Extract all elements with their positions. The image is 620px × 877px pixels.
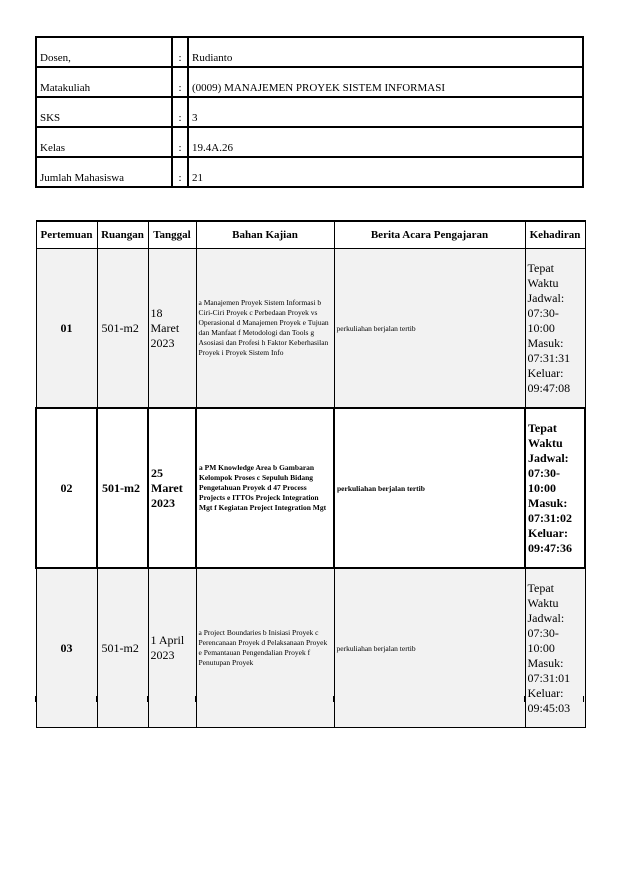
meeting-number: 03 [36, 568, 97, 728]
date: 1 April 2023 [148, 568, 196, 728]
info-value: Rudianto [188, 37, 583, 67]
attendance-line: Masuk: [527, 656, 564, 670]
attendance-line: Masuk: [527, 336, 564, 350]
info-value: 19.4A.26 [188, 127, 583, 157]
continuation-line [583, 696, 584, 702]
info-label: Matakuliah [36, 67, 172, 97]
attendance-line: Keluar: [528, 526, 568, 540]
info-colon: : [172, 97, 188, 127]
attendance-line: Jadwal: [527, 291, 565, 305]
attendance-line: 07:31:02 [528, 511, 572, 525]
attendance-line: Waktu [528, 436, 563, 450]
continuation-line [333, 696, 334, 702]
info-label: Dosen, [36, 37, 172, 67]
course-info-table [35, 36, 584, 188]
attendance-line: Waktu [527, 276, 559, 290]
table-row [36, 568, 585, 728]
topic: a Manajemen Proyek Sistem Informasi b Ciri-Ciri Proyek c Perbedaan Proyek vs Operasional d Manajemen Proyek e Tujuan dan Manfaat f Metodologi dan Tools g Asosiasi dan Profesi h Faktor Keberhasilan Proyek i Proyek Sistem Info [196, 249, 334, 409]
table-continuation [35, 696, 584, 702]
attendance-line: Waktu [527, 596, 559, 610]
attendance-line: 10:00 [527, 641, 555, 655]
info-row-students [36, 157, 583, 187]
attendance-line: Keluar: [527, 686, 564, 700]
attendance [525, 249, 585, 409]
topic: a PM Knowledge Area b Gambaran Kelompok Proses c Sepuluh Bidang Pengetahuan Proyek d 47 Process Projects e ITTOs Projeck Integration Mgt f Kegiatan Project Integration Mgt [196, 408, 334, 568]
table-row [36, 249, 585, 409]
info-row-lecturer [36, 37, 583, 67]
attendance-line: 09:47:08 [527, 381, 571, 395]
attendance [525, 408, 585, 568]
attendance [525, 568, 585, 728]
info-value: 3 [188, 97, 583, 127]
attendance-line: 09:47:36 [528, 541, 572, 555]
info-colon: : [172, 67, 188, 97]
teaching-notes: perkuliahan berjalan tertib [334, 568, 525, 728]
header-notes: Berita Acara Pengajaran [334, 221, 525, 249]
attendance-line: Masuk: [528, 496, 568, 510]
info-value: 21 [188, 157, 583, 187]
attendance-line: Jadwal: [528, 451, 569, 465]
date: 25 Maret 2023 [148, 408, 196, 568]
attendance-line: 07:30- [527, 306, 559, 320]
attendance-line: Keluar: [527, 366, 564, 380]
continuation-line [524, 696, 525, 702]
attendance-line: Tepat [528, 421, 557, 435]
meeting-number: 02 [36, 408, 97, 568]
info-label: Kelas [36, 127, 172, 157]
info-row-credits [36, 97, 583, 127]
continuation-line [195, 696, 196, 702]
header-date: Tanggal [148, 221, 196, 249]
attendance-line: 07:31:31 [527, 351, 571, 365]
info-row-class [36, 127, 583, 157]
table-row [36, 408, 585, 568]
room: 501-m2 [97, 249, 148, 409]
room: 501-m2 [97, 408, 148, 568]
date: 18 Maret 2023 [148, 249, 196, 409]
header-topic: Bahan Kajian [196, 221, 334, 249]
continuation-line [147, 696, 148, 702]
attendance-line: 07:30- [528, 466, 560, 480]
info-label: SKS [36, 97, 172, 127]
table-header-row [36, 221, 585, 249]
continuation-line [96, 696, 97, 702]
info-colon: : [172, 37, 188, 67]
info-value: (0009) MANAJEMEN PROYEK SISTEM INFORMASI [188, 67, 583, 97]
meeting-number: 01 [36, 249, 97, 409]
attendance-line: Tepat [527, 581, 554, 595]
teaching-notes: perkuliahan berjalan tertib [334, 249, 525, 409]
room: 501-m2 [97, 568, 148, 728]
info-colon: : [172, 127, 188, 157]
info-label: Jumlah Mahasiswa [36, 157, 172, 187]
attendance-line: Jadwal: [527, 611, 565, 625]
attendance-line: 07:30- [527, 626, 559, 640]
attendance-line: 10:00 [528, 481, 556, 495]
header-room: Ruangan [97, 221, 148, 249]
info-row-course [36, 67, 583, 97]
header-attendance: Kehadiran [525, 221, 585, 249]
attendance-line: 07:31:01 [527, 671, 571, 685]
continuation-line [35, 696, 36, 702]
teaching-notes: perkuliahan berjalan tertib [334, 408, 525, 568]
attendance-line: 10:00 [527, 321, 555, 335]
attendance-table [35, 220, 586, 728]
attendance-line: Tepat [527, 261, 554, 275]
header-meeting: Pertemuan [36, 221, 97, 249]
topic: a Project Boundaries b Inisiasi Proyek c Perencanaan Proyek d Pelaksanaan Proyek e Pemantauan Pengendalian Proyek f Penutupan Proyek [196, 568, 334, 728]
info-colon: : [172, 157, 188, 187]
attendance-line: 09:45:03 [527, 701, 571, 715]
